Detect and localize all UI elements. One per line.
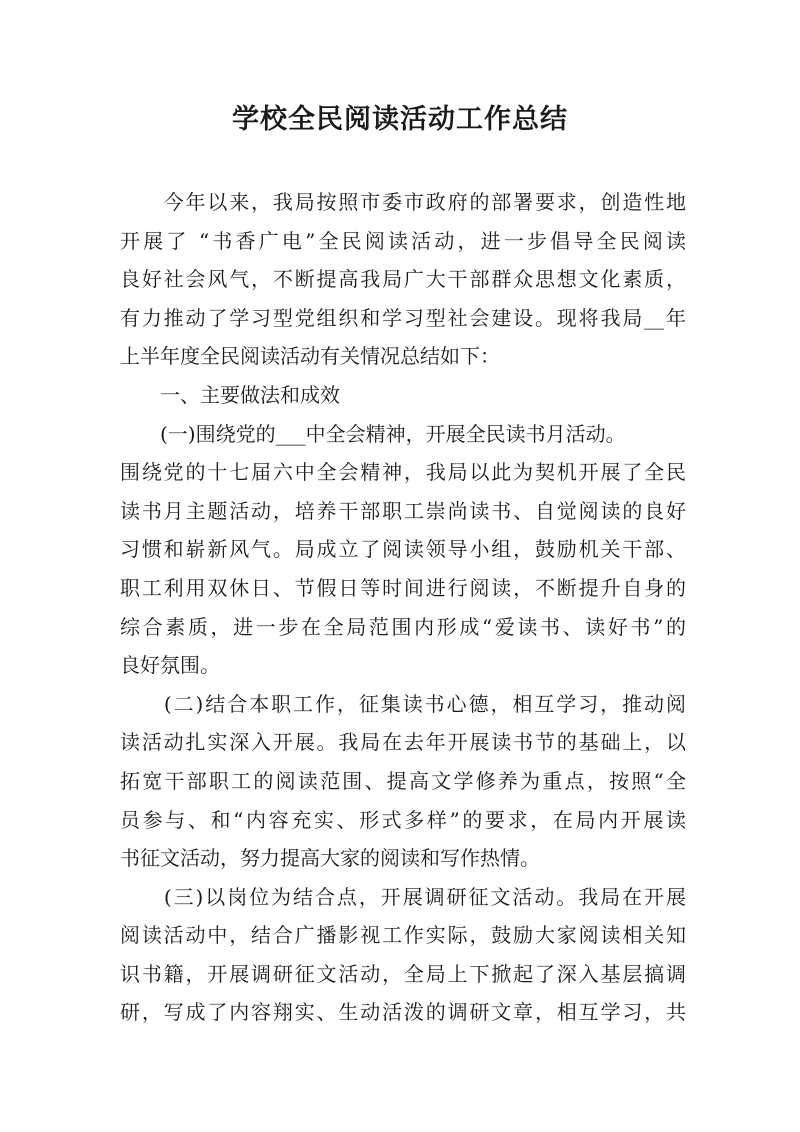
body-line: 围绕党的十七届六中全会精神，我局以此为契机开展了全民 [120, 460, 686, 485]
body-line: 研，写成了内容翔实、生动活泼的调研文章，相互学习，共 [120, 1000, 686, 1025]
body-line: (三)以岗位为结合点，开展调研征文活动。我局在开展 [120, 884, 686, 909]
body-line: 读活动扎实深入开展。我局在去年开展读书节的基础上，以 [120, 730, 686, 755]
body-line: 良好氛围。 [120, 653, 220, 678]
body-line: 职工利用双休日、节假日等时间进行阅读，不断提升自身的 [120, 575, 686, 600]
body-line: 上半年度全民阅读活动有关情况总结如下： [120, 344, 500, 369]
body-line: 开展了 “书香广电”全民阅读活动，进一步倡导全民阅读 [120, 228, 686, 253]
body-line: 一、主要做法和成效 [120, 382, 340, 407]
body-line: 今年以来，我局按照市委市政府的部署要求，创造性地 [120, 190, 686, 214]
document-body [120, 183, 686, 1032]
body-line: (一)围绕党的___中全会精神，开展全民读书月活动。 [120, 421, 626, 446]
body-line: 识书籍，开展调研征文活动，全局上下掀起了深入基层搞调 [120, 961, 686, 986]
body-line: 拓宽干部职工的阅读范围、提高文学修养为重点，按照“全 [120, 768, 686, 793]
body-line: 综合素质，进一步在全局范围内形成“爱读书、读好书”的 [120, 614, 686, 639]
body-line: 有力推动了学习型党组织和学习型社会建设。现将我局__年 [120, 305, 686, 330]
document-title: 学校全民阅读活动工作总结 [232, 104, 568, 135]
body-line: 读书月主题活动，培养干部职工崇尚读书、自觉阅读的良好 [120, 498, 686, 523]
body-line: 员参与、和“内容充实、形式多样”的要求，在局内开展读 [120, 807, 686, 832]
body-line: 良好社会风气，不断提高我局广大干部群众思想文化素质， [120, 267, 686, 292]
body-line: (二)结合本职工作，征集读书心德，相互学习，推动阅 [120, 691, 686, 716]
body-line: 书征文活动，努力提高大家的阅读和写作热情。 [120, 846, 540, 871]
body-line: 习惯和崭新风气。局成立了阅读领导小组，鼓励机关干部、 [120, 537, 686, 562]
body-line: 阅读活动中，结合广播影视工作实际，鼓励大家阅读相关知 [120, 923, 686, 948]
